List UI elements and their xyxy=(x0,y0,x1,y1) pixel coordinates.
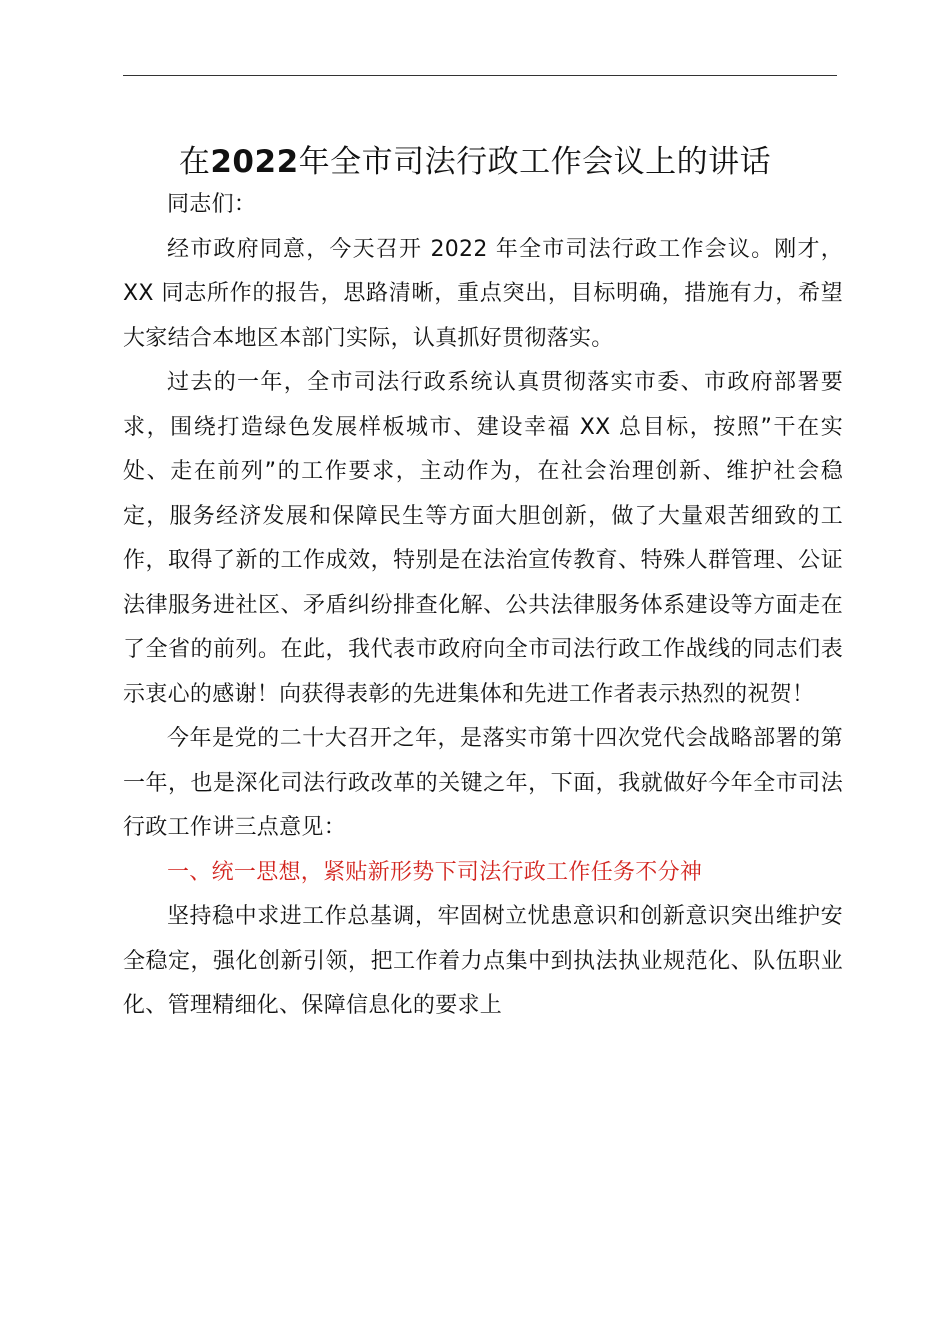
paragraph-section-1: 坚持稳中求进工作总基调，牢固树立忧患意识和创新意识突出维护安全稳定，强化创新引领，把工作着力点集中到执法执业规范化、队伍职业化、管理精细化、保障信息化的要求上 xyxy=(123,904,843,1018)
paragraph-outlook: 今年是党的二十大召开之年，是落实市第十四次党代会战略部署的第一年，也是深化司法行政改革的关键之年，下面，我就做好今年全市司法行政工作讲三点意见： xyxy=(123,726,843,840)
title-year: 2022 xyxy=(210,144,299,180)
section-heading: 一、统一思想，紧贴新形势下司法行政工作任务不分神 xyxy=(167,859,703,885)
title-prefix: 在 xyxy=(178,144,211,180)
paragraph-review: 过去的一年，全市司法行政系统认真贯彻落实市委、市政府部署要求，围绕打造绿色发展样板城市、建设幸福 XX 总目标，按照”干在实处、走在前列”的工作要求，主动作为，在社会治理创新、维护社会稳定，服务经济发展和保障民生等方面大胆创新，做了大量艰苦细致的工作，取得了新的工作成效，特别是在法治宣传教育、特殊人群管理、公证法律服务进社区、矛盾纠纷排查化解、公共法律服务体系建设等方面走在了全省的前列。在此，我代表市政府向全市司法行政工作战线的同志们表示衷心的感谢！向获得表彰的先进集体和先进工作者表示热烈的祝贺！ xyxy=(123,370,843,707)
document-title xyxy=(0,140,950,184)
title-suffix: 年全市司法行政工作会议上的讲话 xyxy=(298,144,772,180)
header-rule xyxy=(123,75,837,76)
document-body xyxy=(123,183,843,1029)
salutation: 同志们： xyxy=(167,192,257,217)
paragraph-intro: 经市政府同意，今天召开 2022 年全市司法行政工作会议。刚才，XX 同志所作的报告，思路清晰，重点突出，目标明确，措施有力，希望大家结合本地区本部门实际，认真抓好贯彻落实。 xyxy=(123,236,843,351)
